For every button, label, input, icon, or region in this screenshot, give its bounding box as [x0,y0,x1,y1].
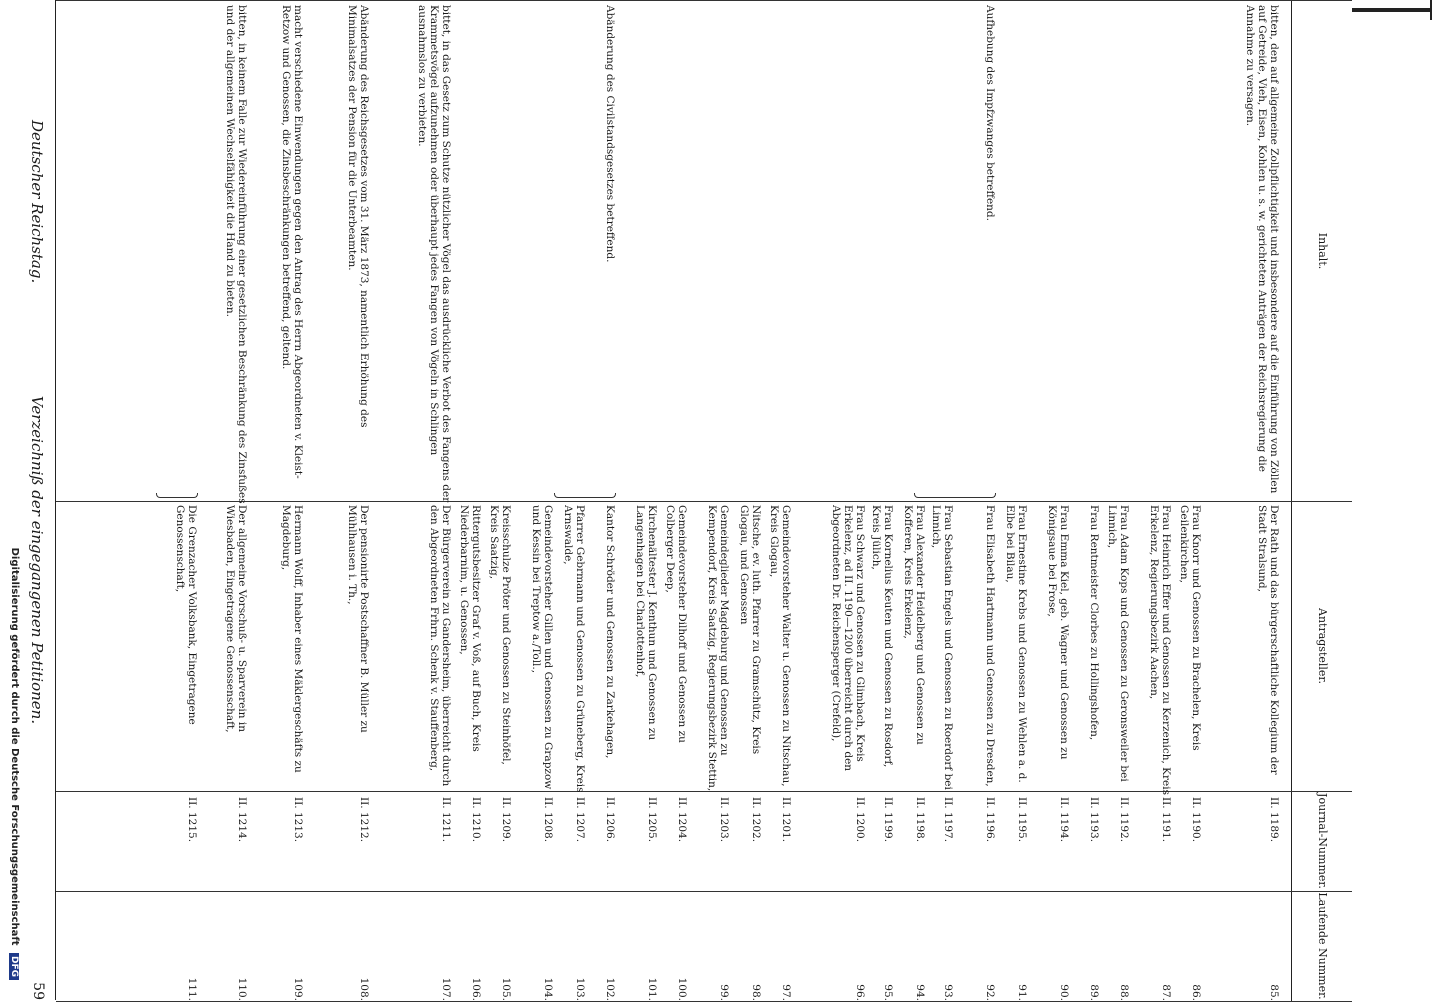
table-cell-inh [616,1,658,511]
table-cell-inh [658,1,688,511]
table-cell-inh: Aufhebung des Impfzwanges betreffend. [984,5,996,221]
table-cell-ant: Die Grenzacher Volksbank, Eingetragene Genossenschaft, [174,505,198,725]
table-cell-jn: II. 1192. [1118,797,1130,843]
table-cell-jn: II. 1209. [500,797,512,843]
table-cell-inh [792,1,866,511]
table-cell-ant: Frau Sebastian Engels und Genossen zu Roerdorf bei Linnich, [930,505,954,790]
table-cell-ant: Gemeindevorsteher Walter u. Genossen zu Nitschau, Kreis Glogau, [768,505,792,787]
table-cell-inh: bitten, in keinem Falle zur Wiedereinführung einer gesetzlichen Beschränkung des Zinsfußes und der allgemeinen Wechselfähigkeit die Hand zu bieten. [224,5,248,504]
table-cell-nr: 96. [854,984,866,1001]
table-cell-jn: II. 1189. [1268,797,1280,843]
column-header-jn: Journal-Nummer. [1291,791,1352,891]
table-cell-inh [1130,1,1172,511]
table-cell-ant: Hermann Wolff, Inhaber eines Mäklergeschäfts zu Magdeburg, [280,505,304,773]
table-cell-nr: 90. [1058,984,1070,1001]
table-cell-inh [1028,1,1070,511]
table-cell-ant: Gemeindeglieder Magdeburg und Genossen zu Kempendorf, Kreis Saatzig, Regierungsbezirk Stettin, [706,505,730,792]
table-cell-nr: 88. [1118,984,1130,1001]
table-cell-inh [926,1,954,511]
page-number: 59 [30,982,46,1000]
table-cell-ant: Frau Ernestine Krebs und Genossen zu Wehlen a. d. Elbe bei Bilau, [1004,505,1028,783]
table-cell-ant: Frau Adam Kops und Genossen zu Geronsweiler bei Linnich, [1106,505,1130,782]
table-cell-jn: II. 1198. [914,797,926,843]
table-cell-ant: Rittergutsbesitzer Graf v. Voß, auf Buch, Kreis Niederbarnim, u. Genossen, [458,505,482,752]
table-cell-inh [452,1,482,511]
table-cell-nr: 102. [604,977,616,1001]
table-cell-inh [554,1,586,511]
table-cell-jn: II. 1210. [470,797,482,843]
table-cell-ant: Frau Kornelius Keuten und Genossen zu Rosdorf, Kreis Jülich, [870,505,894,768]
table-cell-inh [62,1,198,511]
grouping-brace [554,493,616,498]
header-title: Verzeichniß der eingegangenen Petitionen. [28,395,46,725]
table-cell-ant: Frau Rentmeister Clorbes zu Hollingshofen, [1088,505,1100,741]
table-cell-inh [730,1,762,511]
table-cell-ant: Frau Alexander Heidelberg und Genossen zu Kofferen, Kreis Erkelenz, [902,505,926,745]
table-cell-jn: II. 1191. [1160,797,1172,843]
table-cell-nr: 109. [292,977,304,1001]
column-header-nr: Laufende Nummer. [1291,891,1352,1001]
column-header-inh: Inhalt. [1291,1,1352,501]
table-cell-nr: 106. [470,977,482,1001]
table-cell-jn: II. 1200. [854,797,866,843]
table-cell-nr: 85. [1268,984,1280,1001]
table-cell-inh: Abänderung des Civilstandsgesetzes betreffend. [604,5,616,263]
table-cell-nr: 101. [646,977,658,1001]
table-cell-ant: Der Bürgerverein zu Gandersheim, überreicht durch den Abgeordneten Frhrn. Schenk v. Stauffenberg, [428,505,452,787]
table-cell-inh [866,1,894,511]
table-cell-nr: 89. [1088,984,1100,1001]
table-cell-nr: 103. [574,977,586,1001]
scan-edge-mark [1352,8,1432,12]
table-cell-ant: Kirchenältester J. Kenthun und Genossen zu Langenhagen bei Charlottenhof, [634,505,658,741]
table-cell-nr: 108. [358,977,370,1001]
table-cell-inh: Abänderung des Reichsgesetzes vom 31. März 1873, namentlich Erhöhung des Minimalsatzes der Pension für die Unterbeamten. [346,5,370,428]
table-cell-jn: II. 1215. [186,797,198,843]
table-cell-jn: II. 1202. [750,797,762,843]
petition-table [56,0,1352,1002]
table-cell-inh [996,1,1028,511]
column-header-ant: Antragsteller. [1291,501,1352,791]
table-cell-nr: 110. [236,977,248,1001]
table-cell-ant: Kantor Schröder und Genossen zu Zarkehagen, [604,505,616,759]
table-cell-inh [1100,1,1130,511]
table-cell-inh [482,1,512,511]
table-cell-jn: II. 1208. [542,797,554,843]
digitization-note: Digitalisierung gefördert durch die Deutsche Forschungsgemeinschaft [9,547,20,946]
table-cell-jn: II. 1204. [676,797,688,843]
table-cell-nr: 94. [914,984,926,1001]
header-rule [55,0,56,1000]
table-cell-inh [1172,1,1202,511]
table-cell-inh: bitten, den auf allgemeine Zollpflichtigkeit und insbesondere auf die Einführung von Zöllen auf Getreide, Vieh, Eisen, Kohlen u. s. w. gerichteten Anträgen der Reichsregierung die Annahme zu versagen. [1244,5,1280,494]
table-cell-inh [688,1,730,511]
table-cell-nr: 107. [440,977,452,1001]
grouping-brace [156,493,198,498]
table-cell-inh [894,1,926,511]
page-header [22,120,48,1000]
table-cell-ant: Frau Heinrich Effer und Genossen zu Kerzenich, Kreis Erkelenz, Regierungsbezirk Aachen, [1148,505,1172,796]
table-cell-ant: Frau Knorr und Genossen zu Brachelen, Kreis Geilenkirchen, [1178,505,1202,751]
table-cell-jn: II. 1190. [1190,797,1202,843]
table-cell-jn: II. 1206. [604,797,616,843]
table-cell-jn: II. 1193. [1088,797,1100,843]
table-cell-jn: II. 1207. [574,797,586,843]
table-cell-nr: 111. [186,977,198,1001]
table-cell-jn: II. 1212. [358,797,370,843]
table-cell-nr: 104. [542,977,554,1001]
table-cell-jn: II. 1205. [646,797,658,843]
table-cell-ant: Frau Schwarz und Genossen zu Glimbach, Kreis Erkelenz, ad II. 1190—1200 überreicht durch den Abgeordneten Dr. Reichensperger (Crefeld), [830,505,866,772]
dfg-logo: DFG [9,953,19,980]
table-cell-jn: II. 1199. [882,797,894,843]
table-cell-ant: Gemeindevorsteher Gillen und Genossen zu Grapzow und Kessin bei Treptow a./Toll., [530,505,554,790]
table-cell-nr: 95. [882,984,894,1001]
table-cell-jn: II. 1201. [780,797,792,843]
table-cell-jn: II. 1196. [984,797,996,843]
table-cell-jn: II. 1214. [236,797,248,843]
table-cell-nr: 91. [1016,984,1028,1001]
table-cell-inh [762,1,792,511]
header-left: Deutscher Reichstag. [28,120,46,284]
table-cell-nr: 87. [1160,984,1172,1001]
table-cell-nr: 105. [500,977,512,1001]
table-cell-ant: Frau Emma Kiel, geb. Wagner und Genossen zu Königsaue bei Frose, [1046,505,1070,760]
table-cell-ant: Der Rath und das bürgerschaftliche Kollegium der Stadt Stralsund, [1256,505,1280,775]
table-cell-jn: II. 1213. [292,797,304,843]
table-cell-ant: Pfarrer Gebrmann und Genossen zu Grüneberg, Kreis Arnswalde, [562,505,586,793]
table-cell-ant: Gemeindevorsteher Dilhoff und Genossen zu Colberger Deep, [664,505,688,743]
table-cell-nr: 100. [676,977,688,1001]
table-cell-nr: 97. [780,984,792,1001]
table-cell-inh [1070,1,1100,511]
table-cell-ant: Der pensionirte Postschaffner B. Müller zu Mühlhausen i. Th., [346,505,370,733]
table-cell-inh: macht verschiedene Einwendungen gegen den Antrag des Herrn Abgeordneten v. Kleist-Retzow und Genossen, die Zinsbeschränkungen betreffend, geltend. [280,5,304,479]
table-cell-nr: 98. [750,984,762,1001]
table-cell-ant: Der allgemeine Vorschuß- u. Sparverein in Wiesbaden, Eingetragene Genossenschaft, [224,505,248,733]
table-cell-jn: II. 1211. [440,797,452,843]
table-cell-jn: II. 1203. [718,797,730,843]
digitization-footer [6,20,20,980]
table-cell-jn: II. 1194. [1058,797,1070,843]
table-cell-nr: 92. [984,984,996,1001]
table-cell-jn: II. 1195. [1016,797,1028,843]
table-cell-ant: Frau Elisabeth Hartmann und Genossen zu Dresden, [984,505,996,787]
grouping-brace [914,493,996,498]
table-cell-nr: 93. [942,984,954,1001]
table-cell-nr: 99. [718,984,730,1001]
table-cell-inh [512,1,554,511]
table-cell-inh: bittet, in das Gesetz zum Schutze nützlicher Vögel das ausdrückliche Verbot des Fangens der Krammetsvögel aufzunehmen oder überhaupt jedes Fangen von Vögeln in Schlingen ausnahmslos zu verbieten. [416,5,452,503]
table-cell-nr: 86. [1190,984,1202,1001]
table-cell-ant: Kreisschulze Pröter und Genossen zu Steinhöfel, Kreis Saatzig, [488,505,512,765]
table-cell-jn: II. 1197. [942,797,954,843]
table-cell-ant: Nitsche, ev. luth. Pfarrer zu Gramschütz, Kreis Glogau, und Genossen [738,505,762,755]
